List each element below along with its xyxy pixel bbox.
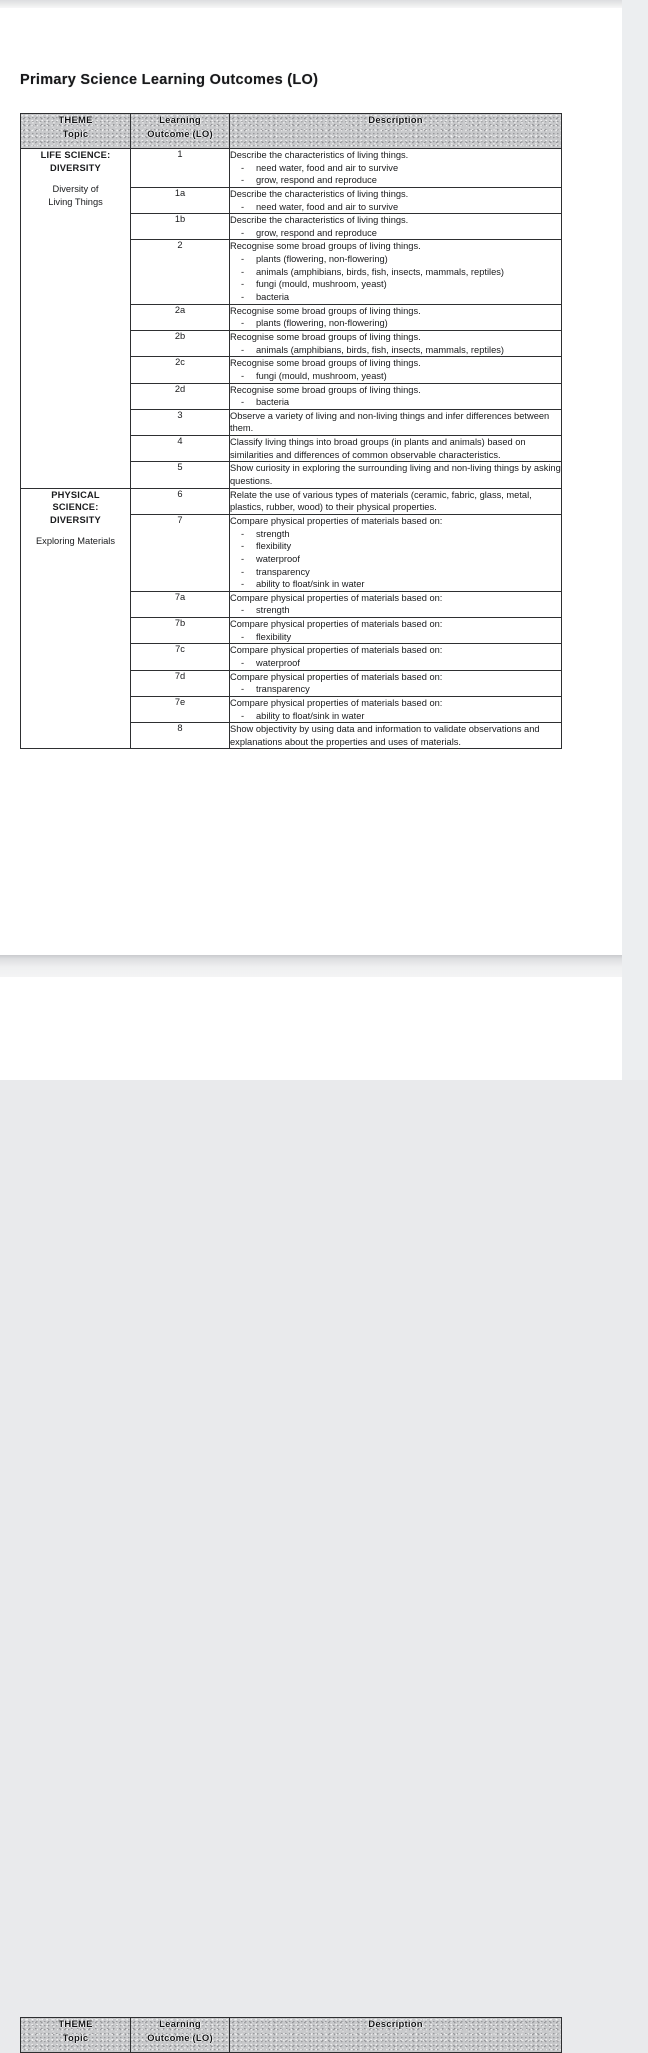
description-bullet-item: - flexibility xyxy=(230,540,561,553)
description-bullet-list xyxy=(230,683,561,696)
description-header-label: Description xyxy=(368,115,423,126)
table-header-row-next-page xyxy=(21,2018,562,2053)
description-bullet-list xyxy=(230,201,561,214)
description-bullet-list xyxy=(230,396,561,409)
column-header-description xyxy=(230,114,562,149)
description-bullet-item: - plants (flowering, non-flowering) xyxy=(230,253,561,266)
learning-outcome-code: 2b xyxy=(131,330,230,356)
description-bullet-item: - fungi (mould, mushroom, yeast) xyxy=(230,370,561,383)
description-bullet-item: - transparency xyxy=(230,683,561,696)
description-cell xyxy=(230,591,562,617)
description-bullet-item: - transparency xyxy=(230,566,561,579)
description-cell xyxy=(230,330,562,356)
learning-outcomes-table xyxy=(20,113,562,749)
theme-name: LIFE SCIENCE: DIVERSITY xyxy=(40,150,111,173)
description-bullet-item: - fungi (mould, mushroom, yeast) xyxy=(230,278,561,291)
table-header xyxy=(21,114,562,149)
description-bullet-item: - bacteria xyxy=(230,396,561,409)
table-row xyxy=(21,149,562,188)
description-cell xyxy=(230,696,562,722)
column-header-learning-outcome-next-page xyxy=(131,2018,230,2053)
learning-outcome-code: 2 xyxy=(131,240,230,304)
description-bullet-item: - plants (flowering, non-flowering) xyxy=(230,317,561,330)
theme-name: PHYSICAL SCIENCE: DIVERSITY xyxy=(50,489,101,525)
column-header-description-next-page xyxy=(230,2018,562,2053)
description-cell xyxy=(230,644,562,670)
learning-outcome-code: 4 xyxy=(131,436,230,462)
description-lead-text: Recognise some broad groups of living things. xyxy=(230,358,421,369)
description-lead-text: Relate the use of various types of materials (ceramic, fabric, glass, metal, plastics, rubber, wood) to their physical properties. xyxy=(230,489,532,513)
description-bullet-item: - strength xyxy=(230,528,561,541)
description-bullet-item: - need water, food and air to survive xyxy=(230,162,561,175)
lo-header-line1: Learning xyxy=(159,115,201,126)
description-lead-text: Compare physical properties of materials based on: xyxy=(230,619,443,630)
learning-outcome-code: 5 xyxy=(131,462,230,488)
learning-outcome-code: 1b xyxy=(131,214,230,240)
description-cell xyxy=(230,618,562,644)
description-bullet-list xyxy=(230,604,561,617)
description-bullet-list xyxy=(230,253,561,304)
theme-topic: Exploring Materials xyxy=(35,536,116,547)
description-bullet-item: - grow, respond and reproduce xyxy=(230,174,561,187)
theme-header-line2-next: Topic xyxy=(62,2032,89,2044)
description-bullet-item: - need water, food and air to survive xyxy=(230,201,561,214)
theme-cell xyxy=(21,149,131,489)
description-bullet-list xyxy=(230,710,561,723)
learning-outcomes-table-next-page xyxy=(20,2017,562,2053)
description-bullet-item: - ability to float/sink in water xyxy=(230,578,561,591)
description-bullet-item: - animals (amphibians, birds, fish, insects, mammals, reptiles) xyxy=(230,266,561,279)
page-separator xyxy=(0,955,622,977)
right-gutter xyxy=(622,0,648,1080)
description-bullet-list xyxy=(230,657,561,670)
description-cell xyxy=(230,436,562,462)
description-lead-text: Recognise some broad groups of living things. xyxy=(230,331,421,342)
description-cell xyxy=(230,670,562,696)
column-header-learning-outcome xyxy=(131,114,230,149)
page-title: Primary Science Learning Outcomes (LO) xyxy=(20,72,319,88)
description-cell xyxy=(230,304,562,330)
description-bullet-item: - bacteria xyxy=(230,291,561,304)
description-cell xyxy=(230,488,562,514)
lo-header-line2: Outcome (LO) xyxy=(147,128,213,140)
description-cell xyxy=(230,214,562,240)
learning-outcome-code: 2a xyxy=(131,304,230,330)
learning-outcome-code: 6 xyxy=(131,488,230,514)
description-cell xyxy=(230,514,562,591)
description-lead-text: Compare physical properties of materials based on: xyxy=(230,645,443,656)
document-page-1 xyxy=(0,8,622,955)
theme-topic: Diversity of Living Things xyxy=(48,184,103,207)
description-bullet-list xyxy=(230,344,561,357)
lo-header-line2-next: Outcome (LO) xyxy=(147,2032,213,2044)
description-bullet-item: - grow, respond and reproduce xyxy=(230,227,561,240)
learning-outcome-code: 1a xyxy=(131,187,230,213)
description-lead-text: Compare physical properties of materials based on: xyxy=(230,515,443,526)
description-cell xyxy=(230,357,562,383)
learning-outcome-code: 7d xyxy=(131,670,230,696)
description-bullet-list xyxy=(230,631,561,644)
table-row xyxy=(21,488,562,514)
lo-header-line1-next: Learning xyxy=(159,2019,201,2030)
document-page-2 xyxy=(0,977,622,2044)
learning-outcome-code: 8 xyxy=(131,723,230,749)
learning-outcome-code: 7a xyxy=(131,591,230,617)
learning-outcome-code: 2c xyxy=(131,357,230,383)
description-cell xyxy=(230,409,562,435)
top-edge-strip xyxy=(0,0,622,8)
table-header-row xyxy=(21,114,562,149)
description-lead-text: Describe the characteristics of living things. xyxy=(230,150,409,160)
description-bullet-item: - flexibility xyxy=(230,631,561,644)
description-bullet-list xyxy=(230,317,561,330)
description-lead-text: Observe a variety of living and non-living things and infer differences between them. xyxy=(230,410,550,434)
learning-outcome-code: 7c xyxy=(131,644,230,670)
learning-outcome-code: 1 xyxy=(131,149,230,188)
description-lead-text: Compare physical properties of materials based on: xyxy=(230,592,443,603)
description-bullet-item: - animals (amphibians, birds, fish, insects, mammals, reptiles) xyxy=(230,344,561,357)
description-bullet-item: - waterproof xyxy=(230,657,561,670)
description-bullet-list xyxy=(230,528,561,591)
description-lead-text: Recognise some broad groups of living things. xyxy=(230,241,421,252)
description-cell xyxy=(230,462,562,488)
theme-header-line1: THEME xyxy=(58,115,93,126)
description-cell xyxy=(230,240,562,304)
description-header-label-next: Description xyxy=(368,2019,423,2030)
description-lead-text: Compare physical properties of materials based on: xyxy=(230,671,443,682)
description-lead-text: Describe the characteristics of living things. xyxy=(230,215,409,226)
description-lead-text: Show curiosity in exploring the surrounding living and non-living things by asking questions. xyxy=(230,463,561,487)
learning-outcome-code: 7e xyxy=(131,696,230,722)
description-bullet-item: - ability to float/sink in water xyxy=(230,710,561,723)
description-lead-text: Compare physical properties of materials based on: xyxy=(230,697,443,708)
description-lead-text: Recognise some broad groups of living things. xyxy=(230,384,421,395)
learning-outcome-code: 3 xyxy=(131,409,230,435)
description-bullet-list xyxy=(230,162,561,187)
theme-header-line2: Topic xyxy=(62,128,89,140)
column-header-theme-next-page xyxy=(21,2018,131,2053)
description-bullet-list xyxy=(230,370,561,383)
theme-header-line1-next: THEME xyxy=(58,2019,93,2030)
description-cell xyxy=(230,723,562,749)
learning-outcome-code: 7 xyxy=(131,514,230,591)
description-cell xyxy=(230,149,562,188)
column-header-theme xyxy=(21,114,131,149)
learning-outcome-code: 2d xyxy=(131,383,230,409)
description-cell xyxy=(230,383,562,409)
description-bullet-item: - strength xyxy=(230,604,561,617)
description-lead-text: Recognise some broad groups of living things. xyxy=(230,305,421,316)
description-cell xyxy=(230,187,562,213)
description-lead-text: Classify living things into broad groups (in plants and animals) based on similarities and differences of common observable characteristics. xyxy=(230,437,526,460)
description-bullet-list xyxy=(230,227,561,240)
table-header-next-page xyxy=(21,2018,562,2053)
theme-cell xyxy=(21,488,131,749)
description-lead-text: Show objectivity by using data and information to validate observations and explanations about the properties and uses of materials. xyxy=(230,724,540,747)
description-bullet-item: - waterproof xyxy=(230,553,561,566)
description-lead-text: Describe the characteristics of living things. xyxy=(230,188,409,199)
learning-outcome-code: 7b xyxy=(131,618,230,644)
table-body xyxy=(21,149,562,749)
